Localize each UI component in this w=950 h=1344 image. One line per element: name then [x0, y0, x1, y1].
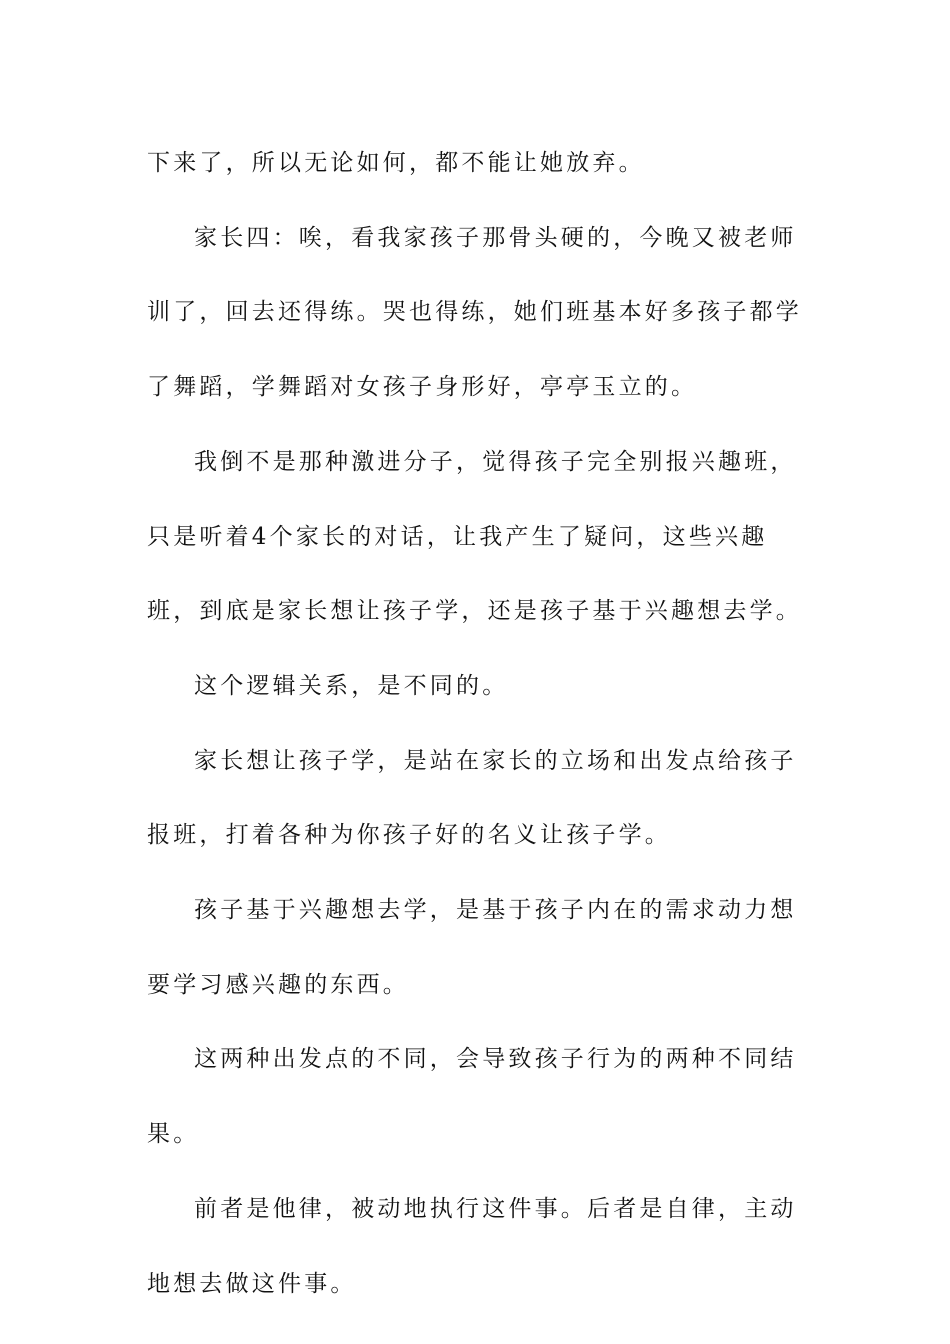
- paragraph: 前者是他律，被动地执行这件事。后者是自律，主动地想去做这件事。: [147, 1195, 797, 1297]
- paragraph: 家长四：唉，看我家孩子那骨头硬的，今晚又被老师训了，回去还得练。哭也得练，她们班基本好多孩子都学了舞蹈，学舞蹈对女孩子身形好，亭亭玉立的。: [147, 224, 802, 401]
- paragraph: 下来了，所以无论如何，都不能让她放弃。: [147, 150, 645, 176]
- paragraph: 这个逻辑关系，是不同的。: [194, 672, 509, 699]
- body-text: [147, 126, 807, 1321]
- paragraph: 我倒不是那种激进分子，觉得孩子完全别报兴趣班，只是听着4个家长的对话，让我产生了疑问，这些兴趣班，到底是家长想让孩子学，还是孩子基于兴趣想去学。: [147, 448, 802, 625]
- paragraph: 孩子基于兴趣想去学，是基于孩子内在的需求动力想要学习感兴趣的东西。: [147, 897, 797, 998]
- paragraph: 这两种出发点的不同，会导致孩子行为的两种不同结果。: [147, 1046, 797, 1148]
- paragraph: 家长想让孩子学，是站在家长的立场和出发点给孩子报班，打着各种为你孩子好的名义让孩子学。: [147, 747, 797, 849]
